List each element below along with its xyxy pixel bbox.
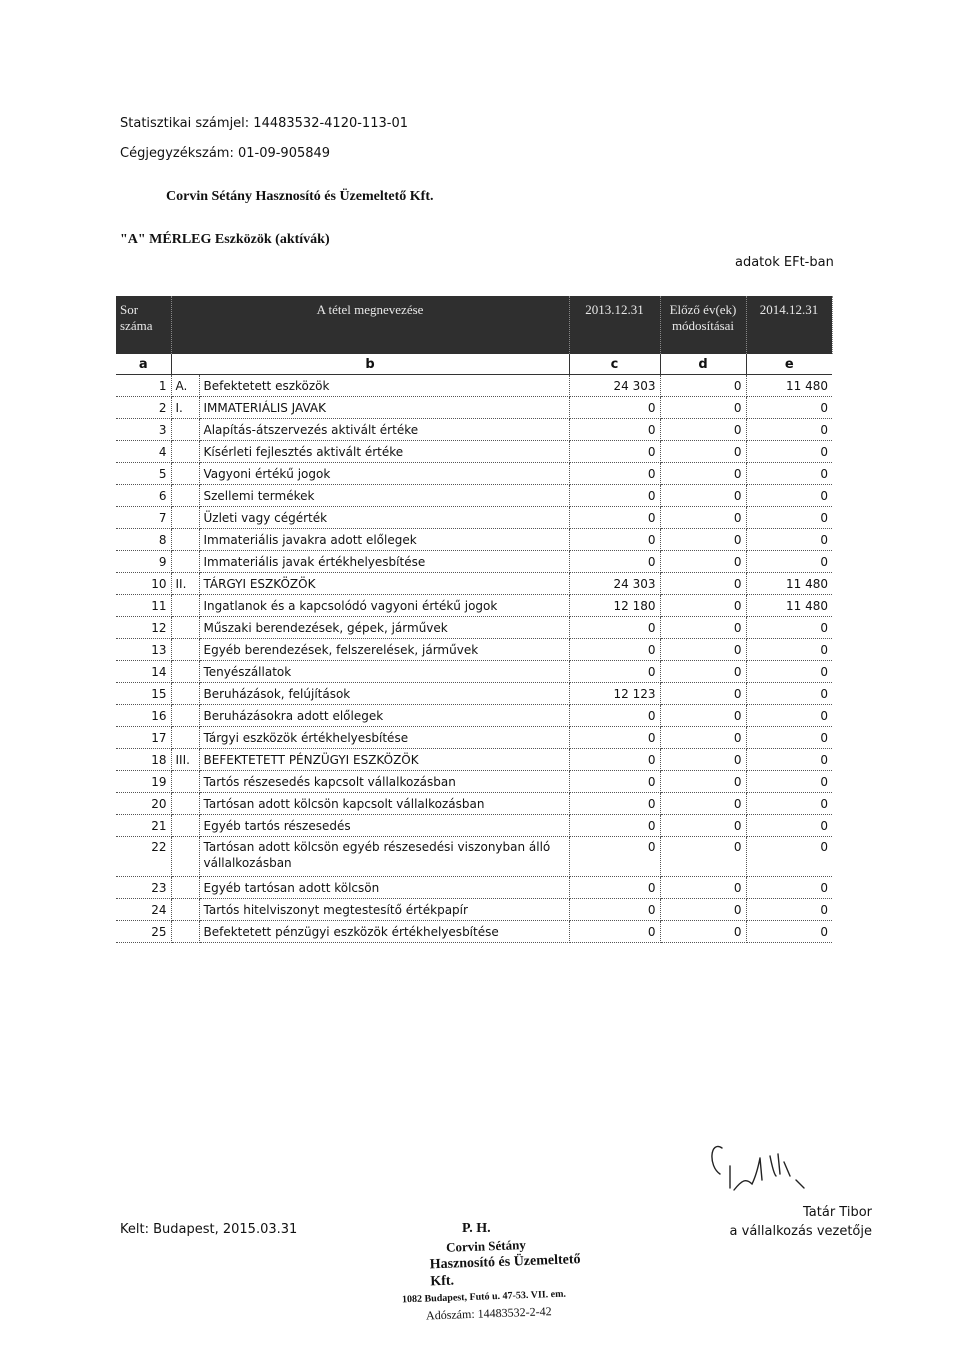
place-date: Kelt: Budapest, 2015.03.31: [120, 1222, 298, 1237]
row-value-2013: 0: [569, 877, 660, 899]
row-value-modifications: 0: [660, 877, 746, 899]
table-row: [116, 683, 832, 705]
signer-block: [730, 1203, 872, 1241]
row-section: [171, 441, 199, 463]
row-section: I.: [171, 397, 199, 419]
row-value-modifications: 0: [660, 463, 746, 485]
row-number: 6: [116, 485, 171, 507]
row-value-modifications: 0: [660, 397, 746, 419]
table-row: [116, 485, 832, 507]
row-value-2014: 0: [746, 705, 832, 727]
row-value-2013: 0: [569, 815, 660, 837]
row-item-name: Tartósan adott kölcsön kapcsolt vállalkozásban: [199, 793, 569, 815]
row-number: 11: [116, 595, 171, 617]
row-item-name: Kísérleti fejlesztés aktivált értéke: [199, 441, 569, 463]
row-number: 2: [116, 397, 171, 419]
table-row: [116, 595, 832, 617]
row-value-2014: 0: [746, 771, 832, 793]
row-item-name: Immateriális javakra adott előlegek: [199, 529, 569, 551]
row-number: 23: [116, 877, 171, 899]
row-value-2014: 0: [746, 551, 832, 573]
row-section: [171, 463, 199, 485]
stamp-ph: P. H.: [462, 1221, 491, 1236]
row-number: 13: [116, 639, 171, 661]
letter-b: b: [171, 354, 569, 375]
row-number: 3: [116, 419, 171, 441]
stamp-name-1: Corvin Sétány: [445, 1237, 527, 1255]
header-row-number-line2: száma: [120, 318, 153, 333]
row-value-2014: 0: [746, 921, 832, 943]
row-number: 19: [116, 771, 171, 793]
table-row: [116, 661, 832, 683]
row-section: [171, 683, 199, 705]
column-letters-row: [116, 354, 832, 375]
row-section: [171, 705, 199, 727]
row-section: [171, 921, 199, 943]
row-section: II.: [171, 573, 199, 595]
unit-note: adatok EFt-ban: [735, 255, 834, 270]
table-row: [116, 749, 832, 771]
row-item-name: Befektetett pénzügyi eszközök értékhelyesbítése: [199, 921, 569, 943]
header-col-2013: 2013.12.31: [569, 296, 660, 354]
row-number: 4: [116, 441, 171, 463]
letter-e: e: [746, 354, 832, 375]
table-row: [116, 793, 832, 815]
row-value-2013: 0: [569, 463, 660, 485]
row-value-modifications: 0: [660, 683, 746, 705]
row-number: 24: [116, 899, 171, 921]
row-section: [171, 727, 199, 749]
handwritten-signature: [700, 1118, 820, 1198]
row-number: 5: [116, 463, 171, 485]
row-value-2014: 0: [746, 485, 832, 507]
row-value-2013: 0: [569, 771, 660, 793]
row-value-modifications: 0: [660, 661, 746, 683]
stamp-name-2: Hasznosító és Üzemeltető Kft.: [429, 1252, 581, 1290]
balance-sheet-table: [116, 296, 833, 943]
header-row-number: [116, 296, 171, 354]
row-section: [171, 617, 199, 639]
table-row: [116, 397, 832, 419]
row-value-2014: 11 480: [746, 375, 832, 397]
row-value-modifications: 0: [660, 899, 746, 921]
row-value-modifications: 0: [660, 441, 746, 463]
row-item-name: Üzleti vagy cégérték: [199, 507, 569, 529]
row-value-2013: 0: [569, 529, 660, 551]
letter-c: c: [569, 354, 660, 375]
table-row: [116, 705, 832, 727]
row-number: 1: [116, 375, 171, 397]
table-row: [116, 419, 832, 441]
row-value-modifications: 0: [660, 485, 746, 507]
row-value-2014: 0: [746, 507, 832, 529]
row-value-2014: 0: [746, 815, 832, 837]
row-item-name: Ingatlanok és a kapcsolódó vagyoni értékű jogok: [199, 595, 569, 617]
row-value-2014: 0: [746, 683, 832, 705]
table-row: [116, 441, 832, 463]
table-row: [116, 815, 832, 837]
row-value-2014: 0: [746, 837, 832, 877]
row-item-name: Vagyoni értékű jogok: [199, 463, 569, 485]
table-row: [116, 529, 832, 551]
row-value-modifications: 0: [660, 551, 746, 573]
row-value-modifications: 0: [660, 749, 746, 771]
row-item-name: Tartós részesedés kapcsolt vállalkozásban: [199, 771, 569, 793]
row-value-modifications: 0: [660, 529, 746, 551]
row-value-modifications: 0: [660, 639, 746, 661]
row-value-modifications: 0: [660, 727, 746, 749]
registry-number: Cégjegyzékszám: 01-09-905849: [120, 146, 331, 161]
row-section: [171, 529, 199, 551]
row-value-2013: 0: [569, 661, 660, 683]
table-row: [116, 877, 832, 899]
row-value-2014: 0: [746, 899, 832, 921]
table-row: [116, 899, 832, 921]
statistical-number: Statisztikai számjel: 14483532-4120-113-01: [120, 116, 408, 131]
row-section: [171, 419, 199, 441]
row-number: 16: [116, 705, 171, 727]
row-section: [171, 661, 199, 683]
row-number: 8: [116, 529, 171, 551]
row-value-2014: 0: [746, 793, 832, 815]
row-number: 14: [116, 661, 171, 683]
row-value-2014: 0: [746, 419, 832, 441]
row-value-2013: 0: [569, 551, 660, 573]
row-value-modifications: 0: [660, 375, 746, 397]
row-item-name: Tartósan adott kölcsön egyéb részesedési viszonyban álló vállalkozásban: [199, 837, 569, 877]
table-row: [116, 551, 832, 573]
row-value-modifications: 0: [660, 573, 746, 595]
row-value-2013: 24 303: [569, 375, 660, 397]
row-item-name: Beruházások, felújítások: [199, 683, 569, 705]
row-value-2013: 0: [569, 639, 660, 661]
row-value-2014: 0: [746, 877, 832, 899]
signer-role: a vállalkozás vezetője: [729, 1224, 872, 1239]
table-row: [116, 837, 832, 877]
row-number: 21: [116, 815, 171, 837]
table-row: [116, 463, 832, 485]
row-value-modifications: 0: [660, 595, 746, 617]
row-number: 20: [116, 793, 171, 815]
row-value-2014: 0: [746, 617, 832, 639]
row-section: [171, 815, 199, 837]
row-item-name: Beruházásokra adott előlegek: [199, 705, 569, 727]
letter-a: a: [116, 354, 171, 375]
row-section: [171, 485, 199, 507]
row-section: [171, 551, 199, 573]
signer-name: Tatár Tibor: [803, 1205, 872, 1220]
row-number: 12: [116, 617, 171, 639]
row-number: 17: [116, 727, 171, 749]
row-number: 25: [116, 921, 171, 943]
header-row-number-line1: Sor: [120, 302, 139, 317]
table-header-row: [116, 296, 832, 354]
row-value-2014: 0: [746, 727, 832, 749]
row-value-2014: 0: [746, 529, 832, 551]
row-value-2013: 0: [569, 441, 660, 463]
company-name: Corvin Sétány Hasznosító és Üzemeltető Kft.: [166, 189, 434, 204]
row-number: 9: [116, 551, 171, 573]
row-section: [171, 639, 199, 661]
row-number: 22: [116, 837, 171, 877]
row-value-2013: 0: [569, 507, 660, 529]
row-value-2014: 0: [746, 463, 832, 485]
row-number: 15: [116, 683, 171, 705]
header-mod-line2: módosításai: [671, 318, 735, 333]
row-value-2014: 0: [746, 441, 832, 463]
row-section: [171, 793, 199, 815]
row-item-name: BEFEKTETETT PÉNZÜGYI ESZKÖZÖK: [199, 749, 569, 771]
row-value-modifications: 0: [660, 771, 746, 793]
row-value-modifications: 0: [660, 921, 746, 943]
row-value-modifications: 0: [660, 419, 746, 441]
row-number: 18: [116, 749, 171, 771]
row-item-name: Befektetett eszközök: [199, 375, 569, 397]
row-number: 10: [116, 573, 171, 595]
row-section: [171, 837, 199, 877]
row-value-2013: 0: [569, 793, 660, 815]
row-value-2013: 0: [569, 397, 660, 419]
table-row: [116, 921, 832, 943]
row-item-name: Egyéb tartósan adott kölcsön: [199, 877, 569, 899]
letter-d: d: [660, 354, 746, 375]
row-section: [171, 877, 199, 899]
row-value-2013: 0: [569, 899, 660, 921]
row-value-2013: 0: [569, 705, 660, 727]
row-value-modifications: 0: [660, 793, 746, 815]
table-row: [116, 507, 832, 529]
row-item-name: Szellemi termékek: [199, 485, 569, 507]
table-row: [116, 617, 832, 639]
row-item-name: IMMATERIÁLIS JAVAK: [199, 397, 569, 419]
row-value-2013: 0: [569, 617, 660, 639]
row-value-2013: 0: [569, 727, 660, 749]
row-value-2013: 0: [569, 419, 660, 441]
table-row: [116, 727, 832, 749]
header-col-modifications: [660, 296, 746, 354]
row-item-name: Alapítás-átszervezés aktivált értéke: [199, 419, 569, 441]
company-stamp: [398, 1220, 598, 1322]
row-value-modifications: 0: [660, 507, 746, 529]
row-value-2013: 12 180: [569, 595, 660, 617]
table-row: [116, 639, 832, 661]
row-value-modifications: 0: [660, 617, 746, 639]
row-item-name: Tartós hitelviszonyt megtestesítő értékpapír: [199, 899, 569, 921]
row-item-name: Tenyészállatok: [199, 661, 569, 683]
row-value-2014: 0: [746, 639, 832, 661]
stamp-address: 1082 Budapest, Futó u. 47-53. VII. em.: [401, 1288, 567, 1306]
row-value-modifications: 0: [660, 705, 746, 727]
row-value-2014: 11 480: [746, 595, 832, 617]
balance-title: "A" MÉRLEG Eszközök (aktívák): [120, 232, 330, 247]
row-value-2013: 12 123: [569, 683, 660, 705]
row-value-2013: 24 303: [569, 573, 660, 595]
row-value-2014: 11 480: [746, 573, 832, 595]
header-item-name: A tétel megnevezése: [171, 296, 569, 354]
row-value-2014: 0: [746, 397, 832, 419]
header-mod-line1: Előző év(ek): [669, 302, 737, 317]
table-row: [116, 375, 832, 397]
row-item-name: Műszaki berendezések, gépek, járművek: [199, 617, 569, 639]
row-value-2013: 0: [569, 749, 660, 771]
row-section: [171, 507, 199, 529]
header-col-2014: 2014.12.31: [746, 296, 832, 354]
table-row: [116, 771, 832, 793]
row-item-name: Egyéb tartós részesedés: [199, 815, 569, 837]
row-value-modifications: 0: [660, 837, 746, 877]
row-section: A.: [171, 375, 199, 397]
row-number: 7: [116, 507, 171, 529]
row-value-2013: 0: [569, 921, 660, 943]
row-item-name: TÁRGYI ESZKÖZÖK: [199, 573, 569, 595]
row-value-2014: 0: [746, 661, 832, 683]
row-value-2013: 0: [569, 837, 660, 877]
row-value-2013: 0: [569, 485, 660, 507]
row-item-name: Egyéb berendezések, felszerelések, járművek: [199, 639, 569, 661]
row-section: [171, 595, 199, 617]
row-value-modifications: 0: [660, 815, 746, 837]
row-value-2014: 0: [746, 749, 832, 771]
row-section: [171, 899, 199, 921]
table-row: [116, 573, 832, 595]
stamp-tax-number: Adószám: 14483532-2-42: [425, 1304, 552, 1323]
row-section: III.: [171, 749, 199, 771]
row-item-name: Tárgyi eszközök értékhelyesbítése: [199, 727, 569, 749]
row-section: [171, 771, 199, 793]
row-item-name: Immateriális javak értékhelyesbítése: [199, 551, 569, 573]
